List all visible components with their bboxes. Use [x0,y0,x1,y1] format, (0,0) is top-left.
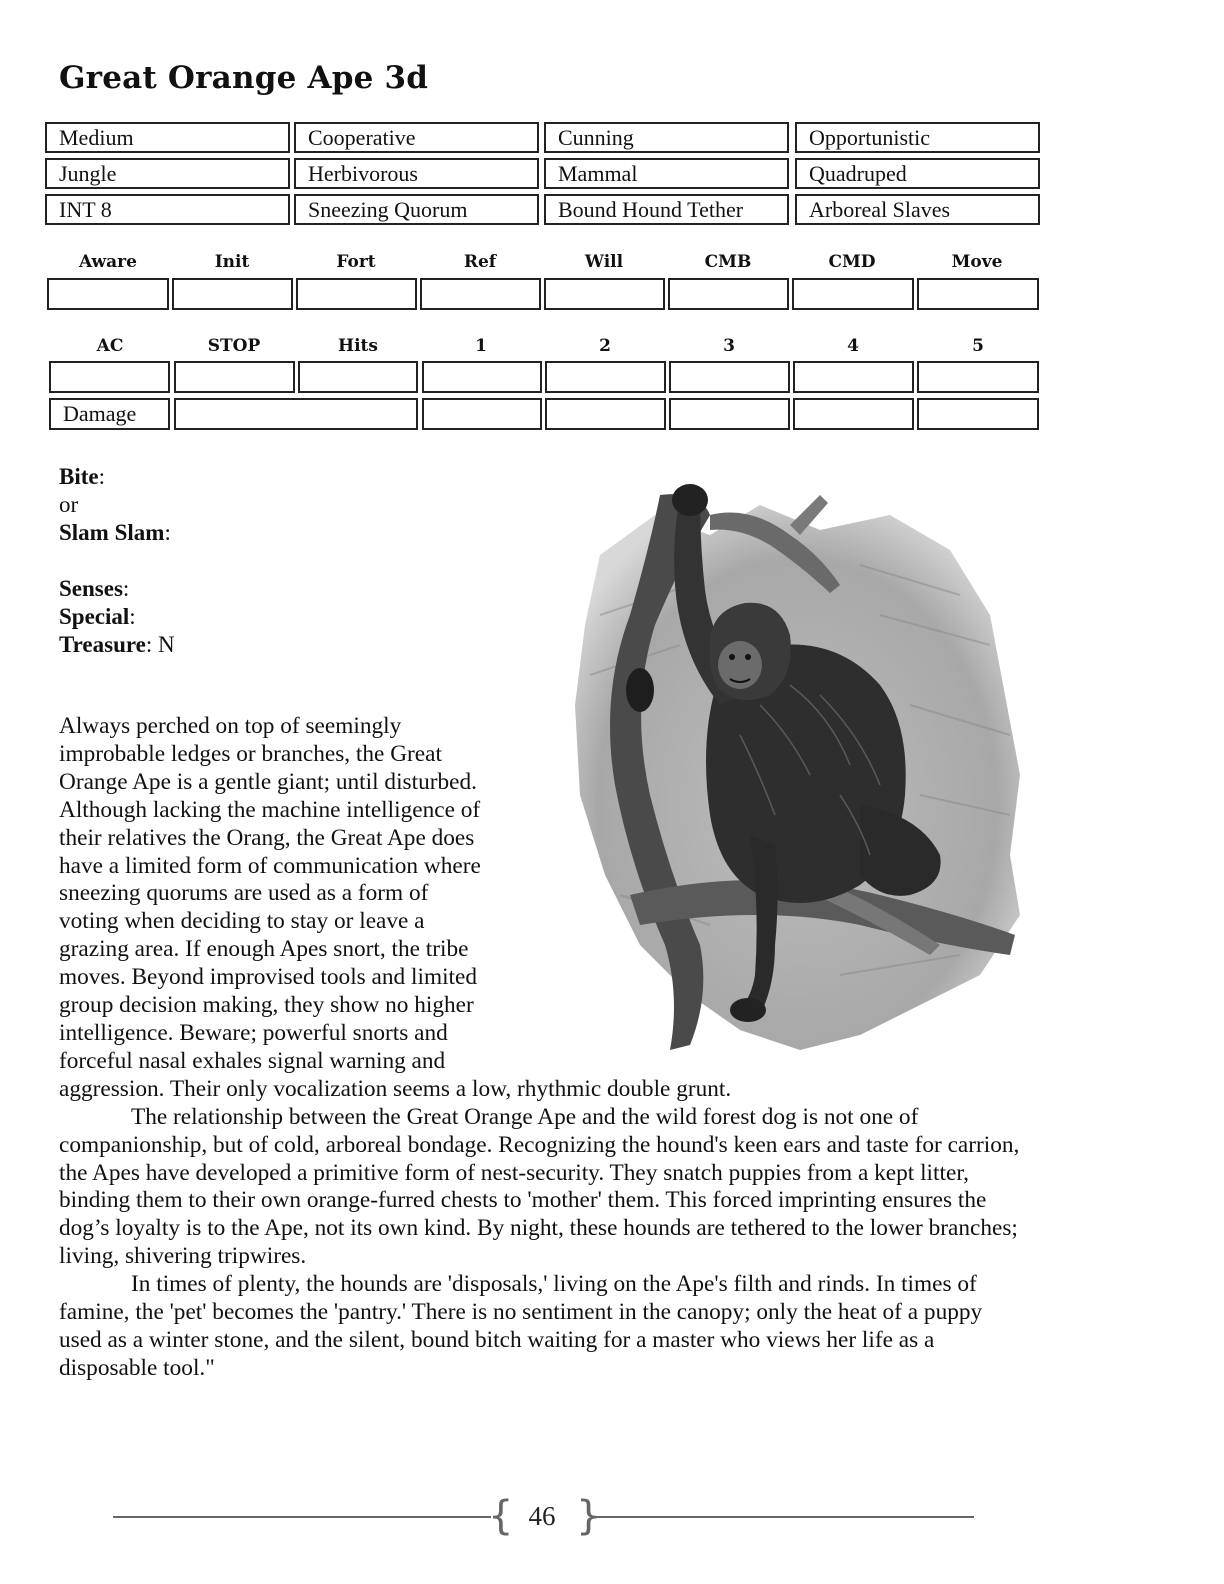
special-label: Special [59,604,130,629]
senses-line: Senses: [59,576,130,601]
desc-line: Always perched on top of seemingly [59,713,402,739]
footer-rule-right [594,1516,974,1518]
description [59,713,1029,1383]
senses-label: Senses [59,576,123,601]
combat-label-2: 2 [599,336,611,356]
trait-cell: Bound Hound Tether [544,194,789,225]
combat-input-stop[interactable] [174,361,295,393]
damage-input-2[interactable] [545,398,666,430]
combat-label-ac: AC [96,336,124,356]
trait-cell: Arboreal Slaves [795,194,1040,225]
trait-cell: Herbivorous [294,158,539,189]
page-title: Great Orange Ape 3d [59,60,429,96]
treasure-value: N [158,632,175,657]
stat-input-cmb[interactable] [668,278,789,310]
desc-line: voting when deciding to stay or leave a [59,908,425,935]
combat-input-3[interactable] [669,361,790,393]
damage-input-4[interactable] [793,398,914,430]
trait-cell: Jungle [45,158,290,189]
ape-hand [672,484,708,516]
attacks-block [59,463,175,659]
stat-label-aware: Aware [79,252,137,272]
description-paragraph-1 [59,713,1029,1104]
desc-line: grazing area. If enough Apes snort, the tribe [59,936,469,963]
combat-label-3: 3 [723,336,735,356]
damage-input-main[interactable] [174,398,418,430]
stat-label-move: Move [951,252,1003,272]
stat-input-ref[interactable] [420,278,541,310]
footer-rule-left [113,1516,491,1518]
stat-label-cmd: CMD [828,252,876,272]
stat-label-cmb: CMB [704,252,752,272]
stat-input-fort[interactable] [296,278,417,310]
desc-line: Although lacking the machine intelligence of [59,796,481,823]
ape-eye-right [745,654,751,660]
desc-line: aggression. Their only vocalization seems a low, rhythmic double grunt. [59,1075,732,1102]
bite-label: Bite [59,464,99,489]
stat-input-aware[interactable] [47,278,169,310]
combat-input-2[interactable] [545,361,666,393]
trait-cell: Opportunistic [795,122,1040,153]
trait-cell: Quadruped [795,158,1040,189]
trait-cell: Medium [45,122,290,153]
combat-label-stop: STOP [207,336,261,356]
combat-label-hits: Hits [338,336,378,356]
treasure-line: Treasure: N [59,632,175,657]
stat-input-will[interactable] [544,278,665,310]
footer-bracket-right: } [576,1493,602,1539]
or-line: or [59,492,79,517]
stat-label-ref: Ref [463,252,497,272]
combat-input-4[interactable] [793,361,914,393]
desc-line: forceful nasal exhales signal warning and [59,1047,446,1074]
desc-line: improbable ledges or branches, the Great [59,740,442,767]
treasure-label: Treasure [59,632,146,657]
special-line: Special: [59,604,136,629]
damage-input-5[interactable] [917,398,1039,430]
combat-input-5[interactable] [917,361,1039,393]
tree-knot [626,668,654,712]
trait-cell: Mammal [544,158,789,189]
stat-label-init: Init [214,252,250,272]
description-paragraph-3: In times of plenty, the hounds are 'disposals,' living on the Ape's filth and rinds. In times of famine, the 'pet' becomes the 'pantry.' There is no sentiment in the canopy; only the heat of a puppy used as a winter stone, and the silent, bound bitch waiting for a master who views her life as a disposable tool." [59,1271,983,1381]
desc-line: have a limited form of communication where [59,852,481,879]
trait-cell: Sneezing Quorum [294,194,539,225]
spacer [59,547,175,575]
slam-label: Slam Slam [59,520,165,545]
page-number: 46 [528,1501,556,1531]
desc-line: Orange Ape is a gentle giant; until disturbed. [59,768,477,795]
stat-input-init[interactable] [172,278,293,310]
combat-label-4: 4 [847,336,859,356]
desc-line: moves. Beyond improvised tools and limited [59,964,478,991]
desc-line: their relatives the Orang, the Great Ape does [59,824,475,851]
trait-cell: Cunning [544,122,789,153]
stat-label-will: Will [584,252,624,272]
damage-input-1[interactable] [422,398,542,430]
combat-label-1: 1 [475,336,487,356]
desc-line: group decision making, they show no higher [59,992,474,1019]
ape-eye-left [729,654,735,660]
stat-input-move[interactable] [917,278,1039,310]
bite-line: Bite: [59,464,105,489]
stat-input-cmd[interactable] [792,278,914,310]
combat-label-5: 5 [972,336,984,356]
damage-input-3[interactable] [669,398,790,430]
trait-cell: Cooperative [294,122,539,153]
slam-line: Slam Slam: [59,520,171,545]
stat-label-fort: Fort [336,252,376,272]
combat-input-hits[interactable] [298,361,418,393]
description-paragraph-2: The relationship between the Great Orange Ape and the wild forest dog is not one of companionship, but of cold, arboreal bondage. Recognizing the hound's keen ears and taste for carrion, the Apes have developed a primitive form of nest-security. They snatch puppies from a kept litter, binding them to their own orange-furred chests to 'mother' them. This forced imprinting ensures the dog’s loyalty is to the Ape, not its own kind. By night, these hounds are tethered to the lower branches; living, shivering tripwires. [59,1103,1020,1270]
desc-line: intelligence. Beware; powerful snorts and [59,1019,448,1046]
footer-bracket-left: { [488,1493,514,1539]
damage-label: Damage [49,398,170,430]
desc-line: sneezing quorums are used as a form of [59,880,429,907]
combat-input-1[interactable] [422,361,542,393]
trait-cell: INT 8 [45,194,290,225]
combat-input-ac[interactable] [49,361,170,393]
